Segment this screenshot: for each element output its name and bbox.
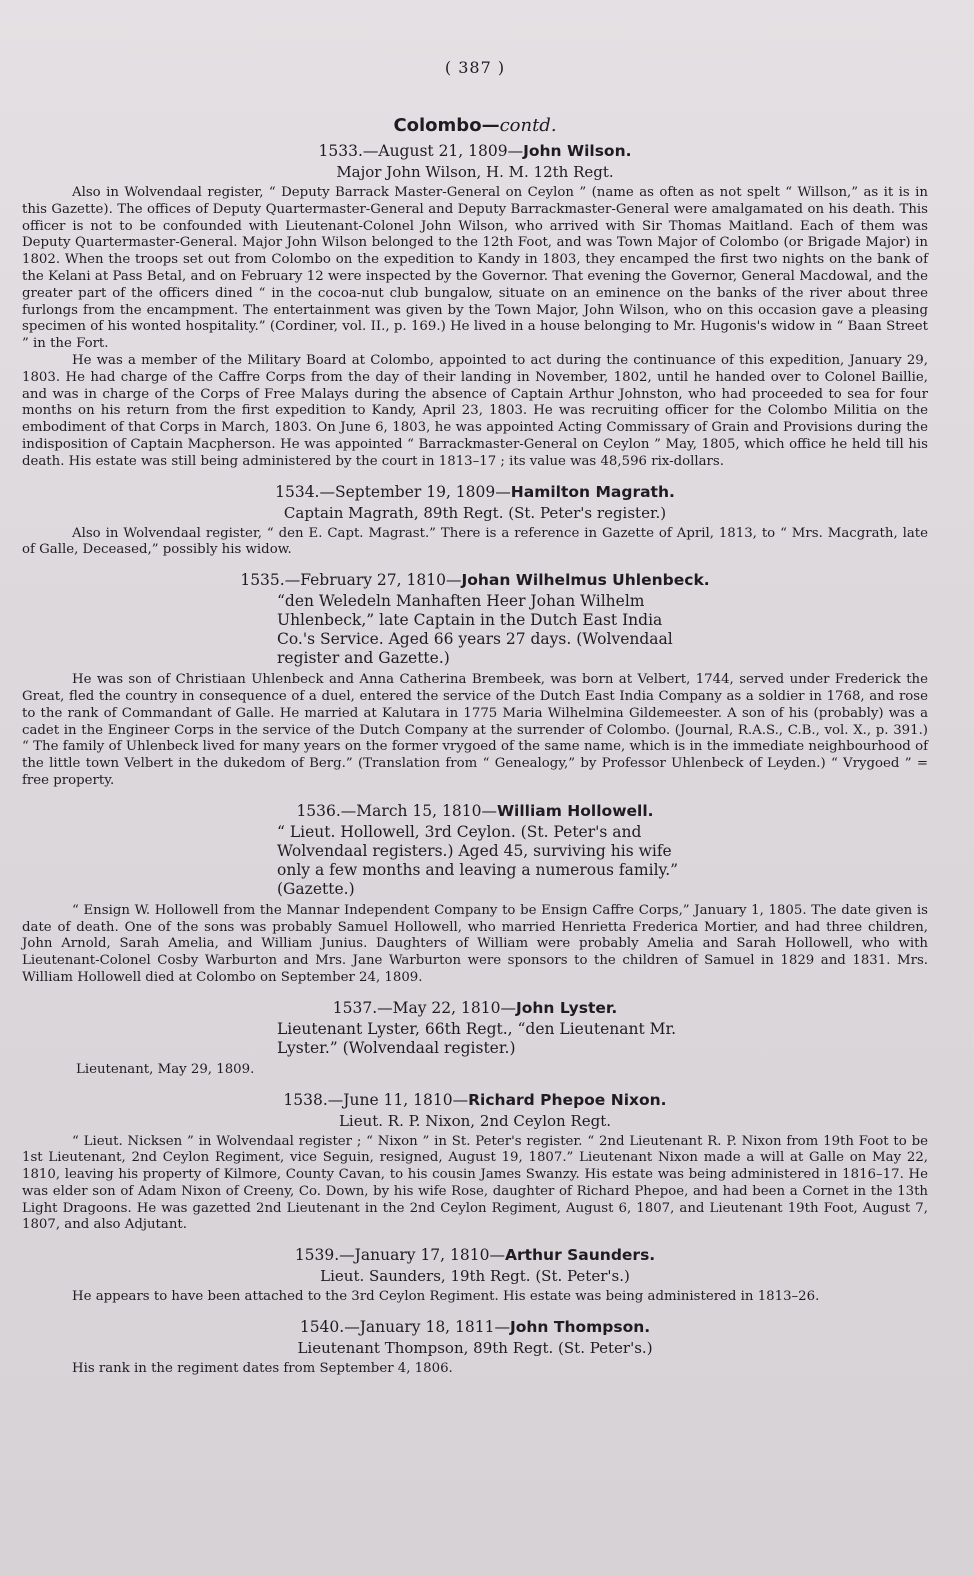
entry-paragraph: “ Ensign W. Hollowell from the Mannar Independent Company to be Ensign Caffre Corps,” January 1, 1805. The date given is date of death. One of the sons was probably Samuel Hollowell, who married Henrietta Frederica Mortier, and had three children, John Arnold, Sarah Amelia, and William Junius. Daughters of William were probably Amelia and Sarah Hollowell, who with Lieutenant-Colonel Cosby Warburton and Mrs. Jane Warburton were sponsors to the children of Samuel in 1829 and 1831. Mrs. William Hollowell died at Colombo on September 24, 1809.	[22, 902, 928, 985]
entry-paragraph: Also in Wolvendaal register, “ Deputy Barrack Master-General on Ceylon ” (name as often as not spelt “ Willson,” as it is in this Gazette). The offices of Deputy Quartermaster-General and Deputy Barrackmaster-General were amalgamated on his death. This officer is not to be confounded with Lieutenant-Colonel John Wilson, who arrived with Sir Thomas Maitland. Each of them was Deputy Quartermaster-General. Major John Wilson belonged to the 12th Foot, and was Town Major of Colombo (or Brigade Major) in 1802. When the troops set out from Colombo on the expedition to Kandy in 1803, they encamped the first two nights on the bank of the Kelani at Pass Betal, and on February 12 were inspected by the Governor. That evening the Governor, General Macdowal, and the greater part of the officers dined “ in the cocoa-nut club bungalow, situate on an eminence on the banks of the river about three furlongs from the encampment. The entertainment was given by the Town Major, John Wilson, who on this occasion gave a pleasing specimen of his wonted hospitality.” (Cordiner, vol. II., p. 169.) He lived in a house belonging to Mr. Hugonis's widow in “ Baan Street ” in the Fort.	[22, 185, 928, 352]
entry-paragraph: He was son of Christiaan Uhlenbeck and Anna Catherina Brembeek, was born at Velbert, 1744, served under Frederick the Great, fled the country in consequence of a duel, entered the service of the Dutch East India Company as a soldier in 1768, and rose to the rank of Commandant of Galle. He married at Kalutara in 1775 Maria Wilhelmina Gildemeester. A son of his (probably) was a cadet in the Engineer Corps in the service of the Dutch Company at the surrender of Colombo. (Journal, R.A.S., C.B., vol. X., p. 391.) “ The family of Uhlenbeck lived for many years on the former vrygoed of the same name, which is in the immediate neighbourhood of the little town Velbert in the dukedom of Berg.” (Translation from “ Genealogy,” by Professor Uhlenbeck of Leyden.) “ Vrygoed ” = free property.	[22, 672, 928, 788]
entry-number-date: 1533.—August 21, 1809—	[318, 142, 524, 160]
entry-1539	[22, 1246, 928, 1306]
entry-name: John Wilson.	[523, 142, 632, 160]
entry-heading	[22, 999, 928, 1017]
running-head	[22, 115, 928, 136]
entry-number-date: 1540.—January 18, 1811—	[299, 1318, 510, 1337]
page-number: ( 387 )	[444, 58, 506, 77]
entry-quote: “ Lieut. Hollowell, 3rd Ceylon. (St. Peter's and Wolvendaal registers.) Aged 45, surviving his wife only a few months and leaving a numerous family.” (Gazette.)	[277, 822, 679, 898]
entry-1537	[22, 999, 928, 1079]
running-head-place: Colombo	[393, 115, 482, 136]
entry-1540	[22, 1318, 928, 1378]
entry-name: Johan Wilhelmus Uhlenbeck.	[461, 571, 710, 590]
running-head-contd: contd.	[499, 115, 557, 136]
entry-name: William Hollowell.	[496, 801, 654, 820]
entry-name: John Thompson.	[509, 1318, 651, 1337]
entry-name: Arthur Saunders.	[504, 1246, 656, 1265]
entry-1535	[22, 571, 928, 790]
entry-heading	[22, 571, 928, 589]
entry-subtitle: Lieut. Saunders, 19th Regt. (St. Peter's.)	[320, 1267, 630, 1286]
entry-number-date: 1534.—September 19, 1809—	[275, 482, 511, 501]
entry-number-date: 1535.—February 27, 1810—	[240, 571, 462, 590]
entry-paragraph: “ Lieut. Nicksen ” in Wolvendaal register ; “ Nixon ” in St. Peter's register. “ 2nd Lieutenant R. P. Nixon from 19th Foot to be 1st Lieutenant, 2nd Ceylon Regiment, vice Seguin, resigned, August 19, 1807.” Lieutenant Nixon made a will at Galle on May 22, 1810, leaving his property of Kilmore, County Cavan, to his cousin James Swanzy. His estate was being administered in 1816–17. He was elder son of Adam Nixon of Creeny, Co. Down, by his wife Rose, daughter of Richard Phepoe, and had been a Cornet in the 13th Light Dragoons. He was gazetted 2nd Lieutenant in the 2nd Ceylon Regiment, August 6, 1807, and Lieutenant 19th Foot, August 7, 1807, and also Adjutant.	[22, 1133, 928, 1233]
entry-quote: “den Weledeln Manhaften Heer Johan Wilhelm Uhlenbeck,” late Captain in the Dutch East India Co.'s Service. Aged 66 years 27 days. (Wolvendaal register and Gazette.)	[277, 592, 673, 668]
entry-number-date: 1538.—June 11, 1810—	[283, 1090, 469, 1109]
entry-number-date: 1539.—January 17, 1810—	[294, 1246, 505, 1265]
entry-heading	[22, 142, 928, 160]
entry-1536	[22, 802, 928, 987]
entry-name: Richard Phepoe Nixon.	[468, 1090, 667, 1109]
entry-name: Hamilton Magrath.	[510, 482, 675, 501]
entry-heading	[22, 1318, 928, 1336]
entry-number-date: 1536.—March 15, 1810—	[296, 801, 497, 820]
entry-paragraph: He was a member of the Military Board at Colombo, appointed to act during the continuance of this expedition, January 29, 1803. He had charge of the Caffre Corps from the day of their landing in November, 1802, until he handed over to Colonel Baillie, and was in charge of the Corps of Free Malays during the absence of Captain Arthur Johnston, who had proceeded to sea for four months on his return from the first expedition to Kandy, April 23, 1803. He was recruiting officer for the Colombo Militia on the embodiment of that Corps in March, 1803. On June 6, 1803, he was appointed Acting Commissary of Grain and Provisions during the indisposition of Captain Macpherson. He was appointed “ Barrackmaster-General on Ceylon ” May, 1805, which office he held till his death. His estate was still being administered by the court in 1813–17 ; its value was 48,596 rix-dollars.	[22, 352, 928, 469]
entry-paragraph: Also in Wolvendaal register, “ den E. Capt. Magrast.” There is a reference in Gazette of April, 1813, to “ Mrs. Macgrath, late of Galle, Deceased,” possibly his widow.	[22, 525, 928, 558]
entry-quote: Lieutenant Lyster, 66th Regt., “den Lieutenant Mr. Lyster.” (Wolvendaal register.)	[277, 1019, 677, 1057]
entry-heading	[22, 802, 928, 820]
entry-1538	[22, 1091, 928, 1235]
entry-1533	[22, 142, 928, 471]
entry-heading	[22, 483, 928, 501]
running-head-dash: —	[481, 115, 500, 136]
entry-subtitle: Major John Wilson, H. M. 12th Regt.	[336, 163, 614, 181]
entry-paragraph: Lieutenant, May 29, 1809.	[76, 1061, 255, 1077]
entry-heading	[22, 1091, 928, 1109]
entry-heading	[22, 1246, 928, 1264]
entry-number-date: 1537.—May 22, 1810—	[332, 998, 516, 1017]
entry-subtitle: Lieutenant Thompson, 89th Regt. (St. Peter's.)	[297, 1339, 653, 1358]
entry-paragraph: He appears to have been attached to the 3rd Ceylon Regiment. His estate was being administered in 1813–26.	[72, 1289, 820, 1305]
entry-1534	[22, 483, 928, 560]
entry-subtitle: Captain Magrath, 89th Regt. (St. Peter's register.)	[283, 503, 667, 522]
entry-subtitle: Lieut. R. P. Nixon, 2nd Ceylon Regt.	[338, 1111, 612, 1130]
entry-name: John Lyster.	[515, 998, 618, 1017]
entry-paragraph: His rank in the regiment dates from September 4, 1806.	[72, 1361, 453, 1377]
